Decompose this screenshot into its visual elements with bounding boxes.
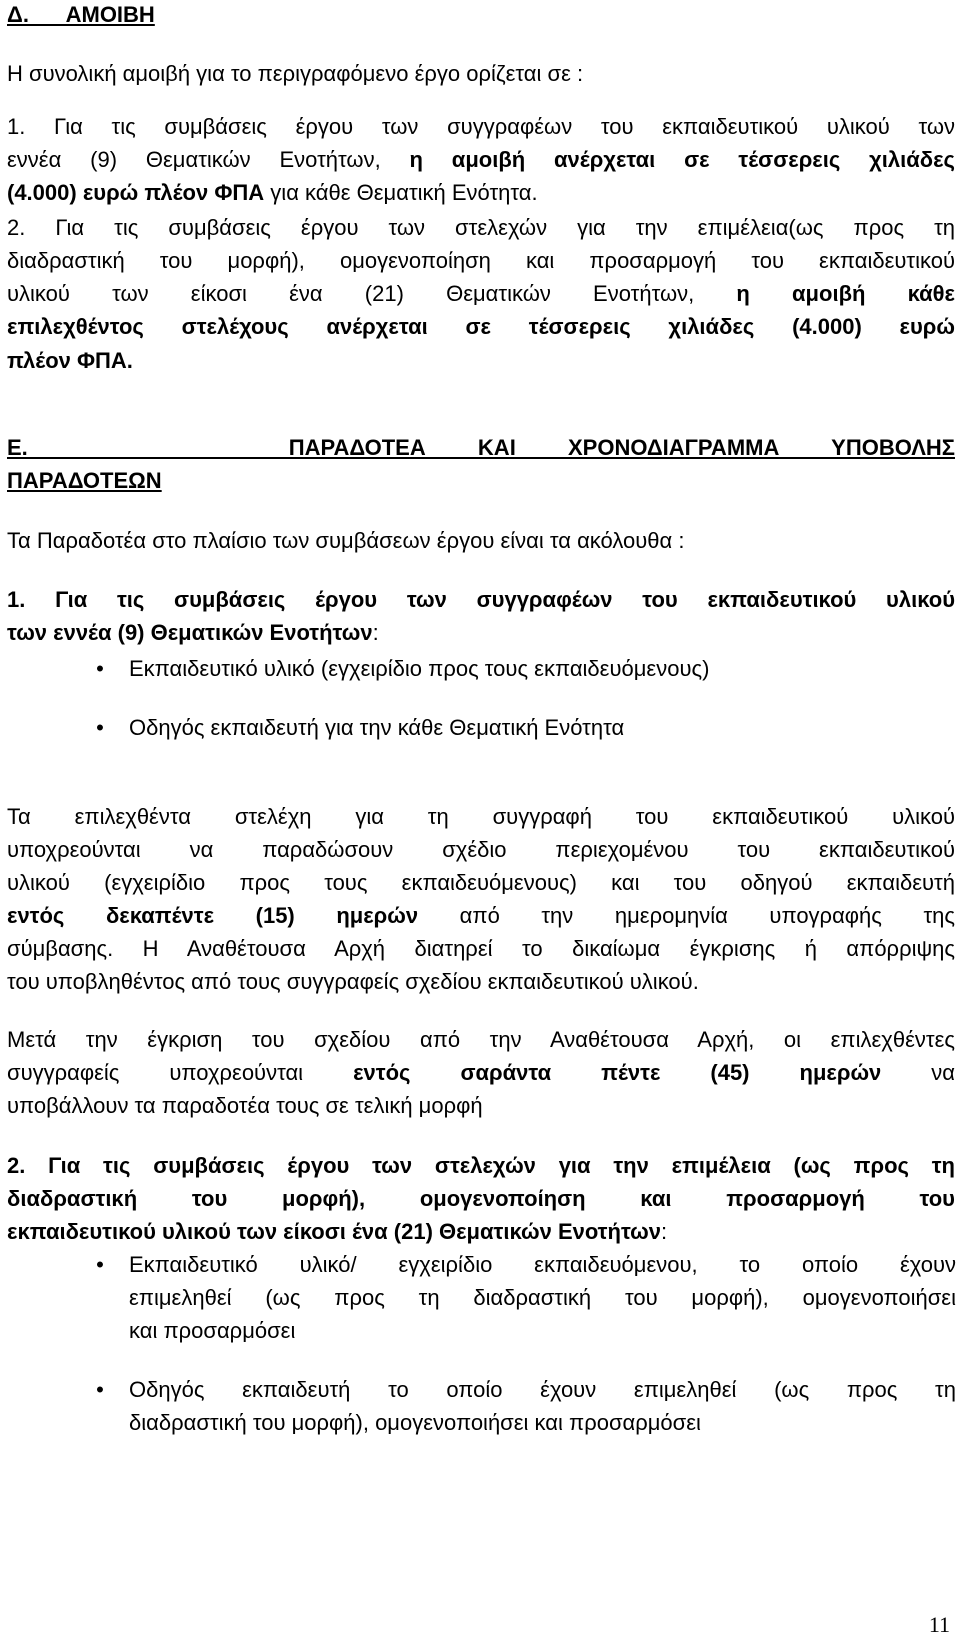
deliverables-2-bullet-2-line-2: διαδραστική του μορφή), ομογενοποιήσει και προσαρμόσει [129, 1410, 701, 1435]
approval-paragraph-line-3: υποβάλλουν τα παραδοτέα τους σε τελική μορφή [7, 1093, 483, 1118]
approval-paragraph-line-1: Μετά την έγκριση του σχεδίου από την Αναθέτουσα Αρχή, οι επιλεχθέντες [7, 1027, 955, 1052]
fee-item-2-line-2: διαδραστική του μορφή), ομογενοποίηση και προσαρμογή του εκπαιδευτικού [7, 248, 955, 273]
deliverables-1-bullet-1: Εκπαιδευτικό υλικό (εγχειρίδιο προς τους εκπαιδευόμενους) [129, 656, 710, 681]
section-e-heading-line-2: ΠΑΡΑΔΟΤΕΩΝ [7, 468, 162, 493]
authors-paragraph-line-3: υλικού (εγχειρίδιο προς τους εκπαιδευόμενους) και του οδηγού εκπαιδευτή [7, 870, 955, 895]
fee-item-1-line-3: (4.000) ευρώ πλέον ΦΠΑ για κάθε Θεματική Ενότητα. [7, 180, 538, 205]
deliverables-2-bullet-1-line-2: επιμεληθεί (ως προς τη διαδραστική του μορφή), ομογενοποιήσει [129, 1285, 956, 1310]
section-d-intro: Η συνολική αμοιβή για το περιγραφόμενο έργο ορίζεται σε : [7, 61, 584, 86]
authors-paragraph-line-2: υποχρεούνται να παραδώσουν σχέδιο περιεχομένου του εκπαιδευτικού [7, 837, 955, 862]
bullet-dot-icon: • [96, 1252, 104, 1277]
fee-item-2-line-1: 2. Για τις συμβάσεις έργου των στελεχών για την επιμέλεια(ως προς τη [7, 215, 955, 240]
deliverables-2-line-1: 2. Για τις συμβάσεις έργου των στελεχών για την επιμέλεια (ως προς τη [7, 1153, 955, 1178]
fee-item-1-line-2: εννέα (9) Θεματικών Ενοτήτων, η αμοιβή ανέρχεται σε τέσσερεις χιλιάδες [7, 147, 955, 172]
deliverables-1-line-2: των εννέα (9) Θεματικών Ενοτήτων: [7, 620, 379, 645]
authors-paragraph-line-4: εντός δεκαπέντε (15) ημερών από την ημερομηνία υπογραφής της [7, 903, 955, 928]
fee-item-2-line-3: υλικού των είκοσι ένα (21) Θεματικών Ενοτήτων, η αμοιβή κάθε [7, 281, 955, 306]
deliverables-1-bullet-2: Οδηγός εκπαιδευτή για την κάθε Θεματική Ενότητα [129, 715, 625, 740]
section-e-intro: Τα Παραδοτέα στο πλαίσιο των συμβάσεων έργου είναι τα ακόλουθα : [7, 528, 685, 553]
fee-item-1-line-1: 1. Για τις συμβάσεις έργου των συγγραφέων του εκπαιδευτικού υλικού των [7, 114, 955, 139]
deliverables-2-line-2: διαδραστική του μορφή), ομογενοποίηση και προσαρμογή του [7, 1186, 955, 1211]
approval-paragraph-line-2: συγγραφείς υποχρεούνται εντός σαράντα πέντε (45) ημερών να [7, 1060, 955, 1085]
bullet-dot-icon: • [96, 656, 104, 681]
authors-paragraph-line-1: Τα επιλεχθέντα στελέχη για τη συγγραφή του εκπαιδευτικού υλικού [7, 804, 955, 829]
page-number: 11 [928, 1612, 950, 1637]
section-e-heading-line-1: Ε. ΠΑΡΑΔΟΤΕΑ ΚΑΙ ΧΡΟΝΟΔΙΑΓΡΑΜΜΑ ΥΠΟΒΟΛΗΣ [7, 435, 955, 460]
deliverables-2-bullet-1-line-3: και προσαρμόσει [129, 1318, 296, 1343]
fee-item-2-line-5: πλέον ΦΠΑ. [7, 348, 133, 373]
authors-paragraph-line-6: του υποβληθέντος από τους συγγραφείς σχεδίου εκπαιδευτικού υλικού. [7, 969, 699, 994]
section-d-heading: Δ. ΑΜΟΙΒΗ [7, 2, 155, 27]
fee-item-2-line-4: επιλεχθέντος στελέχους ανέρχεται σε τέσσερεις χιλιάδες (4.000) ευρώ [7, 314, 955, 339]
deliverables-2-bullet-2-line-1: Οδηγός εκπαιδευτή το οποίο έχουν επιμεληθεί (ως προς τη [129, 1377, 956, 1402]
deliverables-1-line-1: 1. Για τις συμβάσεις έργου των συγγραφέων του εκπαιδευτικού υλικού [7, 587, 955, 612]
authors-paragraph-line-5: σύμβασης. Η Αναθέτουσα Αρχή διατηρεί το δικαίωμα έγκρισης ή απόρριψης [7, 936, 955, 961]
deliverables-2-line-3: εκπαιδευτικού υλικού των είκοσι ένα (21) Θεματικών Ενοτήτων: [7, 1219, 668, 1244]
bullet-dot-icon: • [96, 1377, 104, 1402]
deliverables-2-bullet-1-line-1: Εκπαιδευτικό υλικό/ εγχειρίδιο εκπαιδευόμενου, το οποίο έχουν [129, 1252, 956, 1277]
bullet-dot-icon: • [96, 715, 104, 740]
